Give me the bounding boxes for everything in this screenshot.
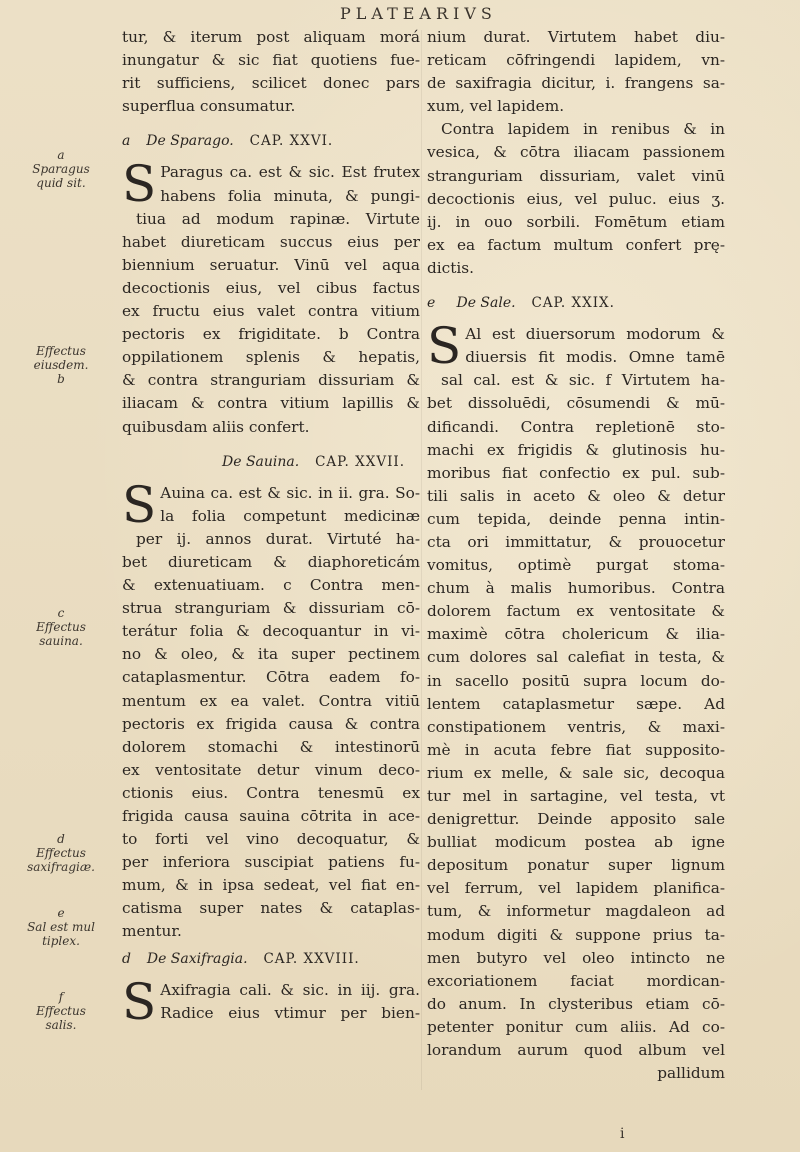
text-line: modum digiti & suppone prius ta- <box>427 925 725 944</box>
text-line: bet dissoluēdi, cōsumendi & mū- <box>427 394 725 413</box>
margin-note-line: Effectus <box>36 1004 86 1018</box>
text-line: lorandum aurum quod album vel <box>427 1041 725 1060</box>
text-line: ctionis eius. Contra tenesmū ex <box>122 783 420 802</box>
text-line: dolorem factum ex ventositate & <box>427 602 725 621</box>
text-line: Auina ca. est & sic. in ii. gra. So- <box>160 483 420 502</box>
text-line: dificandi. Contra repletionē sto- <box>427 417 725 436</box>
text-line: in sacello positū supra locum do- <box>427 671 725 690</box>
text-line: tili salis in aceto & oleo & detur <box>427 486 725 505</box>
text-line: superflua consumatur. <box>122 97 296 116</box>
text-line: la folia competunt medicinæ <box>160 506 420 525</box>
text-line: Axifragia cali. & sic. in iij. gra. <box>160 980 420 999</box>
text-line: rit sufficiens, scilicet donec pars <box>122 74 420 93</box>
text-line: catisma super nates & cataplas- <box>122 899 420 918</box>
text-line: sal cal. est & sic. f Virtutem ha- <box>441 371 725 390</box>
margin-note-letter: c <box>57 606 65 620</box>
text-line: mentum ex ea valet. Contra vitiū <box>122 691 420 710</box>
text-line: per ij. annos durat. Virtuté ha- <box>136 529 420 548</box>
text-line: do anum. In clysteribus etiam cō- <box>427 994 725 1013</box>
paragraph-continued <box>122 26 420 118</box>
text-line: frigida causa sauina cōtrita in ace- <box>122 807 420 825</box>
text-line: rium ex melle, & sale sic, decoqua <box>427 763 725 782</box>
margin-note-line: Effectus <box>36 344 86 358</box>
text-line: mè in acuta febre fiat supposito- <box>427 740 725 759</box>
margin-note-letter: e <box>57 906 65 920</box>
signature-mark: i <box>620 1126 625 1142</box>
chapter-note-letter: d <box>122 950 131 967</box>
drop-capital: S <box>427 317 462 376</box>
text-line: moribus fiat confectio ex pul. sub- <box>427 463 725 482</box>
chapter-title: De Sparago. <box>146 133 234 150</box>
chapter-heading-saxifragia <box>122 948 420 971</box>
margin-notes <box>0 0 118 1152</box>
text-line: tum, & informetur magdaleon ad <box>427 902 725 921</box>
text-line: cum dolores sal calefiat in testa, & <box>427 648 725 667</box>
text-line: Contra lapidem in renibus & in <box>441 120 725 139</box>
left-column <box>122 26 420 1031</box>
paragraph-saxifragia-cont <box>427 26 725 280</box>
text-line: de saxifragia dicitur, i. frangens sa- <box>427 74 725 93</box>
text-line: tur, & iterum post aliquam morá <box>122 28 420 46</box>
margin-note-line: saxifragiæ. <box>27 860 95 874</box>
margin-note-letter: f <box>58 990 64 1004</box>
paragraph-sparagus <box>122 155 420 438</box>
text-line: Paragus ca. est & sic. Est frutex <box>160 163 420 182</box>
text-line: lentem cataplasmetur sæpe. Ad <box>427 694 725 713</box>
text-line: constipationem ventris, & maxi- <box>427 717 725 736</box>
margin-note-line: salis. <box>45 1018 77 1032</box>
margin-note-line: Effectus <box>36 620 86 634</box>
text-line: Radice eius vtimur per bien- <box>160 1003 420 1022</box>
text-line: no & oleo, & ita super pectinem <box>122 645 420 664</box>
margin-note-effectus-salis <box>8 990 114 1032</box>
text-line: iliacam & contra vitium lapillis & <box>122 394 420 413</box>
margin-note-letter: d <box>57 832 65 846</box>
chapter-number: CAP. XXVIII. <box>263 950 360 967</box>
chapter-heading-sparago <box>122 130 420 153</box>
chapter-title: De Sauina. <box>222 453 300 470</box>
margin-note-line: Effectus <box>36 846 86 860</box>
text-line: cataplasmentur. Cōtra eadem fo- <box>122 668 420 687</box>
text-line: stranguriam dissuriam, valet vinū <box>427 166 725 185</box>
text-line: vel ferrum, vel lapidem planifica- <box>427 879 725 898</box>
margin-note-effectus-eiusdem <box>8 344 114 386</box>
chapter-number: CAP. XXIX. <box>531 295 615 312</box>
chapter-heading-sauina <box>222 451 420 474</box>
text-line: bet diureticam & diaphoreticám <box>122 552 420 571</box>
paragraph-sauina <box>122 475 420 944</box>
text-line: ex fructu eius valet contra vitium <box>122 302 420 321</box>
text-line: men butyro vel oleo intincto ne <box>427 948 725 967</box>
text-line: ex ventositate detur vinum deco- <box>122 760 420 779</box>
text-line: ij. in ouo sorbili. Fomētum etiam <box>427 212 725 231</box>
text-line: terátur folia & decoquantur in vi- <box>122 622 420 641</box>
margin-note-sparagus <box>8 148 114 190</box>
chapter-number: CAP. XXVII. <box>315 453 406 470</box>
text-line: mum, & in ipsa sedeat, vel fiat en- <box>122 876 420 895</box>
margin-note-line: Sparagus <box>32 162 90 176</box>
text-line: tur mel in sartagine, vel testa, vt <box>427 787 725 805</box>
margin-note-effectus-sauina <box>8 606 114 648</box>
drop-capital: S <box>122 155 157 214</box>
text-line: dictis. <box>427 258 475 277</box>
catchword: pallidum <box>657 1064 725 1083</box>
margin-note-line: Sal est mul <box>27 920 95 934</box>
text-line: petenter ponitur cum aliis. Ad co- <box>427 1017 725 1036</box>
chapter-heading-sale <box>427 292 725 315</box>
text-line: bulliat modicum postea ab igne <box>427 833 725 852</box>
text-line: oppilationem splenis & hepatis, <box>122 348 420 367</box>
margin-note-line: tiplex. <box>42 934 80 948</box>
chapter-note-letter: a <box>122 133 131 150</box>
running-title: PLATEARIVS <box>340 4 497 23</box>
column-gutter <box>421 30 422 1090</box>
text-line: mentur. <box>122 922 182 941</box>
text-line: nium durat. Virtutem habet diu- <box>427 28 725 46</box>
text-line: biennium seruatur. Vinū vel aqua <box>122 255 420 274</box>
text-line: xum, vel lapidem. <box>427 97 565 116</box>
margin-note-letter: a <box>57 148 65 162</box>
text-line: tiua ad modum rapinæ. Virtute <box>136 209 420 228</box>
text-line: decoctionis eius, vel cibus factus <box>122 278 420 297</box>
text-line: dolorem stomachi & intestinorū <box>122 737 420 756</box>
text-line: & extenuatiuam. c Contra men- <box>122 576 420 595</box>
text-line: chum à malis humoribus. Contra <box>427 579 725 598</box>
text-line: pectoris ex frigida causa & contra <box>122 714 420 733</box>
text-line: per inferiora suscipiat patiens fu- <box>122 853 420 872</box>
margin-note-sal-triplex <box>8 906 114 948</box>
paragraph-saxifragia <box>122 972 420 1031</box>
drop-capital: S <box>122 972 157 1031</box>
right-column <box>427 26 725 1085</box>
text-line: & contra stranguriam dissuriam & <box>122 371 420 390</box>
text-line: decoctionis eius, vel puluc. eius ʒ. <box>427 189 725 208</box>
drop-capital: S <box>122 475 157 534</box>
text-line: ex ea factum multum confert prę- <box>427 235 725 254</box>
text-line: cta ori immittatur, & prouocetur <box>427 532 725 551</box>
margin-note-line: quid sit. <box>36 176 86 190</box>
text-line: maximè cōtra cholericum & ilia- <box>427 625 725 644</box>
text-line: vesica, & cōtra iliacam passionem <box>427 143 725 162</box>
chapter-note-letter: e <box>427 295 436 312</box>
chapter-title: De Sale. <box>456 295 516 312</box>
margin-note-effectus-saxifragiae <box>8 832 114 874</box>
text-line: reticam cōfringendi lapidem, vn- <box>427 51 725 70</box>
text-line: habet diureticam succus eius per <box>122 232 420 251</box>
text-line: strua stranguriam & dissuriam cō- <box>122 599 420 618</box>
text-line: vomitus, optimè purgat stoma- <box>427 556 725 575</box>
text-line: habens folia minuta, & pungi- <box>160 186 420 205</box>
text-line: quibusdam aliis confert. <box>122 417 310 436</box>
text-line: excoriationem faciat mordican- <box>427 971 725 990</box>
paragraph-sale <box>427 317 725 1085</box>
margin-note-line: eiusdem. <box>33 358 89 372</box>
text-line: denigrettur. Deinde apposito sale <box>427 810 725 829</box>
text-line: pectoris ex frigiditate. b Contra <box>122 325 420 344</box>
text-line: depositum ponatur super lignum <box>427 856 725 875</box>
text-line: Al est diuersorum modorum & <box>465 325 725 344</box>
text-line: inungatur & sic fiat quotiens fue- <box>122 51 420 70</box>
text-line: to forti vel vino decoquatur, & <box>122 830 420 849</box>
text-line: machi ex frigidis & glutinosis hu- <box>427 440 725 459</box>
text-line: cum tepida, deinde penna intin- <box>427 509 725 528</box>
margin-note-line: sauina. <box>39 634 83 648</box>
text-line: diuersis fit modis. Omne tamē <box>465 348 725 367</box>
chapter-title: De Saxifragia. <box>146 950 248 967</box>
margin-note-letter: b <box>57 372 65 386</box>
chapter-number: CAP. XXVI. <box>249 133 334 150</box>
